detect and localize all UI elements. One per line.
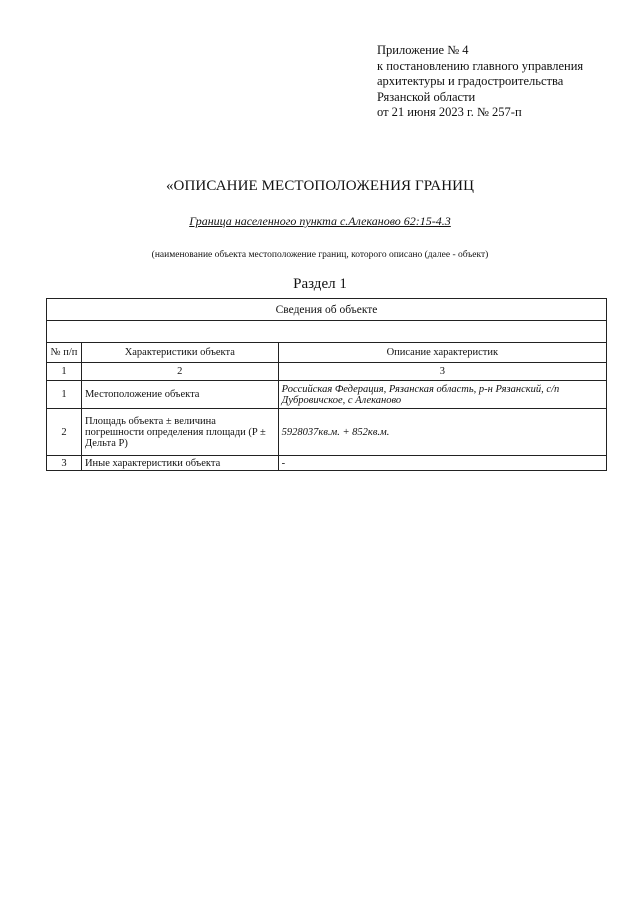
row-characteristic: Площадь объекта ± величина погрешности определения площади (P ± Дельта P) bbox=[81, 409, 278, 456]
table-column-numbers bbox=[47, 363, 607, 381]
appendix-line: архитектуры и градостроительства bbox=[377, 74, 564, 88]
appendix-line: от 21 июня 2023 г. № 257-п bbox=[377, 105, 522, 119]
object-name: Граница населенного пункта с.Алеканово 62:15-4.3 bbox=[189, 214, 451, 228]
table-column-headers bbox=[47, 343, 607, 363]
column-header-num: № п/п bbox=[47, 343, 82, 363]
appendix-block bbox=[377, 43, 583, 121]
row-description: Российская Федерация, Рязанская область, р-н Рязанский, с/п Дубровичское, с Алеканово bbox=[278, 381, 606, 409]
column-number: 3 bbox=[278, 363, 606, 381]
column-number: 1 bbox=[47, 363, 82, 381]
column-header-characteristic: Характеристики объекта bbox=[81, 343, 278, 363]
row-characteristic: Местоположение объекта bbox=[81, 381, 278, 409]
object-info-table bbox=[46, 298, 607, 471]
table-row bbox=[47, 381, 607, 409]
column-header-description: Описание характеристик bbox=[278, 343, 606, 363]
row-number: 1 bbox=[47, 381, 82, 409]
table-row bbox=[47, 409, 607, 456]
table-empty-row bbox=[47, 321, 607, 343]
row-number: 3 bbox=[47, 456, 82, 471]
row-characteristic: Иные характеристики объекта bbox=[81, 456, 278, 471]
row-description: - bbox=[278, 456, 606, 471]
object-name-caption: (наименование объекта местоположение границ, которого описано (далее - объект) bbox=[151, 250, 489, 260]
table-header: Сведения об объекте bbox=[47, 299, 607, 321]
table-row bbox=[47, 456, 607, 471]
column-number: 2 bbox=[81, 363, 278, 381]
appendix-line: Рязанской области bbox=[377, 89, 476, 104]
section-title: Раздел 1 bbox=[293, 276, 347, 292]
appendix-line: Приложение № 4 bbox=[377, 43, 469, 57]
row-description: 5928037кв.м. + 852кв.м. bbox=[278, 409, 606, 456]
row-number: 2 bbox=[47, 409, 82, 456]
document-title: «ОПИСАНИЕ МЕСТОПОЛОЖЕНИЯ ГРАНИЦ bbox=[165, 178, 475, 194]
appendix-line: к постановлению главного управления bbox=[377, 58, 584, 73]
